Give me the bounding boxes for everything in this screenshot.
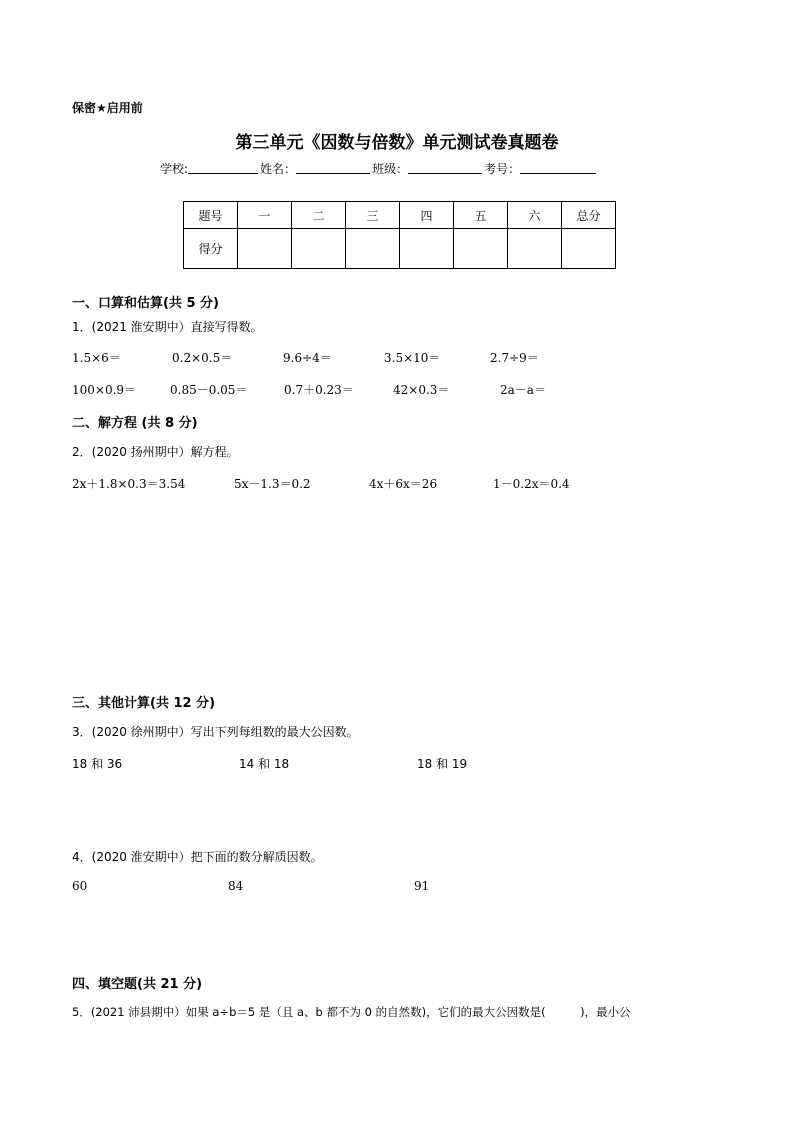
section-title: 二、解方程 (共 8 分) <box>72 416 198 431</box>
section-title: 三、其他计算(共 12 分) <box>72 696 216 711</box>
exam-no-blank[interactable] <box>520 160 596 174</box>
calc-item: 42×0.3＝ <box>393 383 450 397</box>
score-header-cell: 三 <box>346 202 400 229</box>
gcd-item: 18 和 36 <box>72 757 123 771</box>
score-table <box>183 201 616 269</box>
score-header-cell: 二 <box>292 202 346 229</box>
exam-no-label: 考号： <box>484 162 521 176</box>
student-info-line <box>160 160 598 177</box>
score-header-cell: 题号 <box>184 202 238 229</box>
name-label: 姓名： <box>260 162 297 176</box>
equation-item: 4x＋6x＝26 <box>369 477 438 491</box>
score-header-cell: 一 <box>238 202 292 229</box>
calc-item: 0.85－0.05＝ <box>170 383 248 397</box>
score-header-cell: 四 <box>400 202 454 229</box>
school-blank[interactable] <box>188 160 258 174</box>
calc-item: 1.5×6＝ <box>72 351 121 365</box>
score-table-header-row <box>184 202 616 229</box>
score-header-cell: 五 <box>454 202 508 229</box>
score-cell[interactable] <box>562 229 616 269</box>
question-text: 3．(2020 徐州期中）写出下列每组数的最大公因数。 <box>72 725 359 739</box>
calc-item: 9.6÷4＝ <box>283 351 332 365</box>
calc-item: 2.7÷9＝ <box>490 351 539 365</box>
question-text: 4．(2020 淮安期中）把下面的数分解质因数。 <box>72 850 323 864</box>
score-cell[interactable] <box>238 229 292 269</box>
name-blank[interactable] <box>296 160 370 174</box>
equation-item: 5x－1.3＝0.2 <box>234 477 311 491</box>
score-table-row <box>184 229 616 269</box>
class-label: 班级： <box>372 162 409 176</box>
factor-item: 91 <box>414 879 430 893</box>
factor-item: 84 <box>228 879 244 893</box>
section-title: 一、口算和估算(共 5 分) <box>72 296 219 311</box>
score-cell[interactable] <box>400 229 454 269</box>
calc-item: 100×0.9＝ <box>72 383 137 397</box>
calc-item: 0.7＋0.23＝ <box>284 383 354 397</box>
score-row-label: 得分 <box>184 229 238 269</box>
score-cell[interactable] <box>508 229 562 269</box>
question-text: 5．(2021 沛县期中）如果 a÷b＝5 是（且 a、b 都不为 0 的自然数)，它们的最大公因数是( )，最小公 <box>72 1005 631 1019</box>
question-text: 2．(2020 扬州期中）解方程。 <box>72 445 239 459</box>
class-blank[interactable] <box>408 160 482 174</box>
score-cell[interactable] <box>346 229 400 269</box>
school-label: 学校: <box>160 162 189 176</box>
question-text: 1．(2021 淮安期中）直接写得数。 <box>72 320 263 334</box>
score-cell[interactable] <box>292 229 346 269</box>
section-title: 四、填空题(共 21 分) <box>72 977 203 992</box>
page-title: 第三单元《因数与倍数》单元测试卷真题卷 <box>235 133 559 153</box>
gcd-item: 18 和 19 <box>417 757 468 771</box>
score-header-cell: 总分 <box>562 202 616 229</box>
calc-item: 3.5×10＝ <box>384 351 441 365</box>
factor-item: 60 <box>72 879 88 893</box>
calc-item: 2a－a＝ <box>500 383 546 397</box>
score-cell[interactable] <box>454 229 508 269</box>
equation-item: 1－0.2x＝0.4 <box>493 477 570 491</box>
confidential-label: 保密★启用前 <box>72 101 143 115</box>
calc-item: 0.2×0.5＝ <box>172 351 233 365</box>
score-header-cell: 六 <box>508 202 562 229</box>
gcd-item: 14 和 18 <box>239 757 290 771</box>
equation-item: 2x＋1.8×0.3＝3.54 <box>72 477 186 491</box>
